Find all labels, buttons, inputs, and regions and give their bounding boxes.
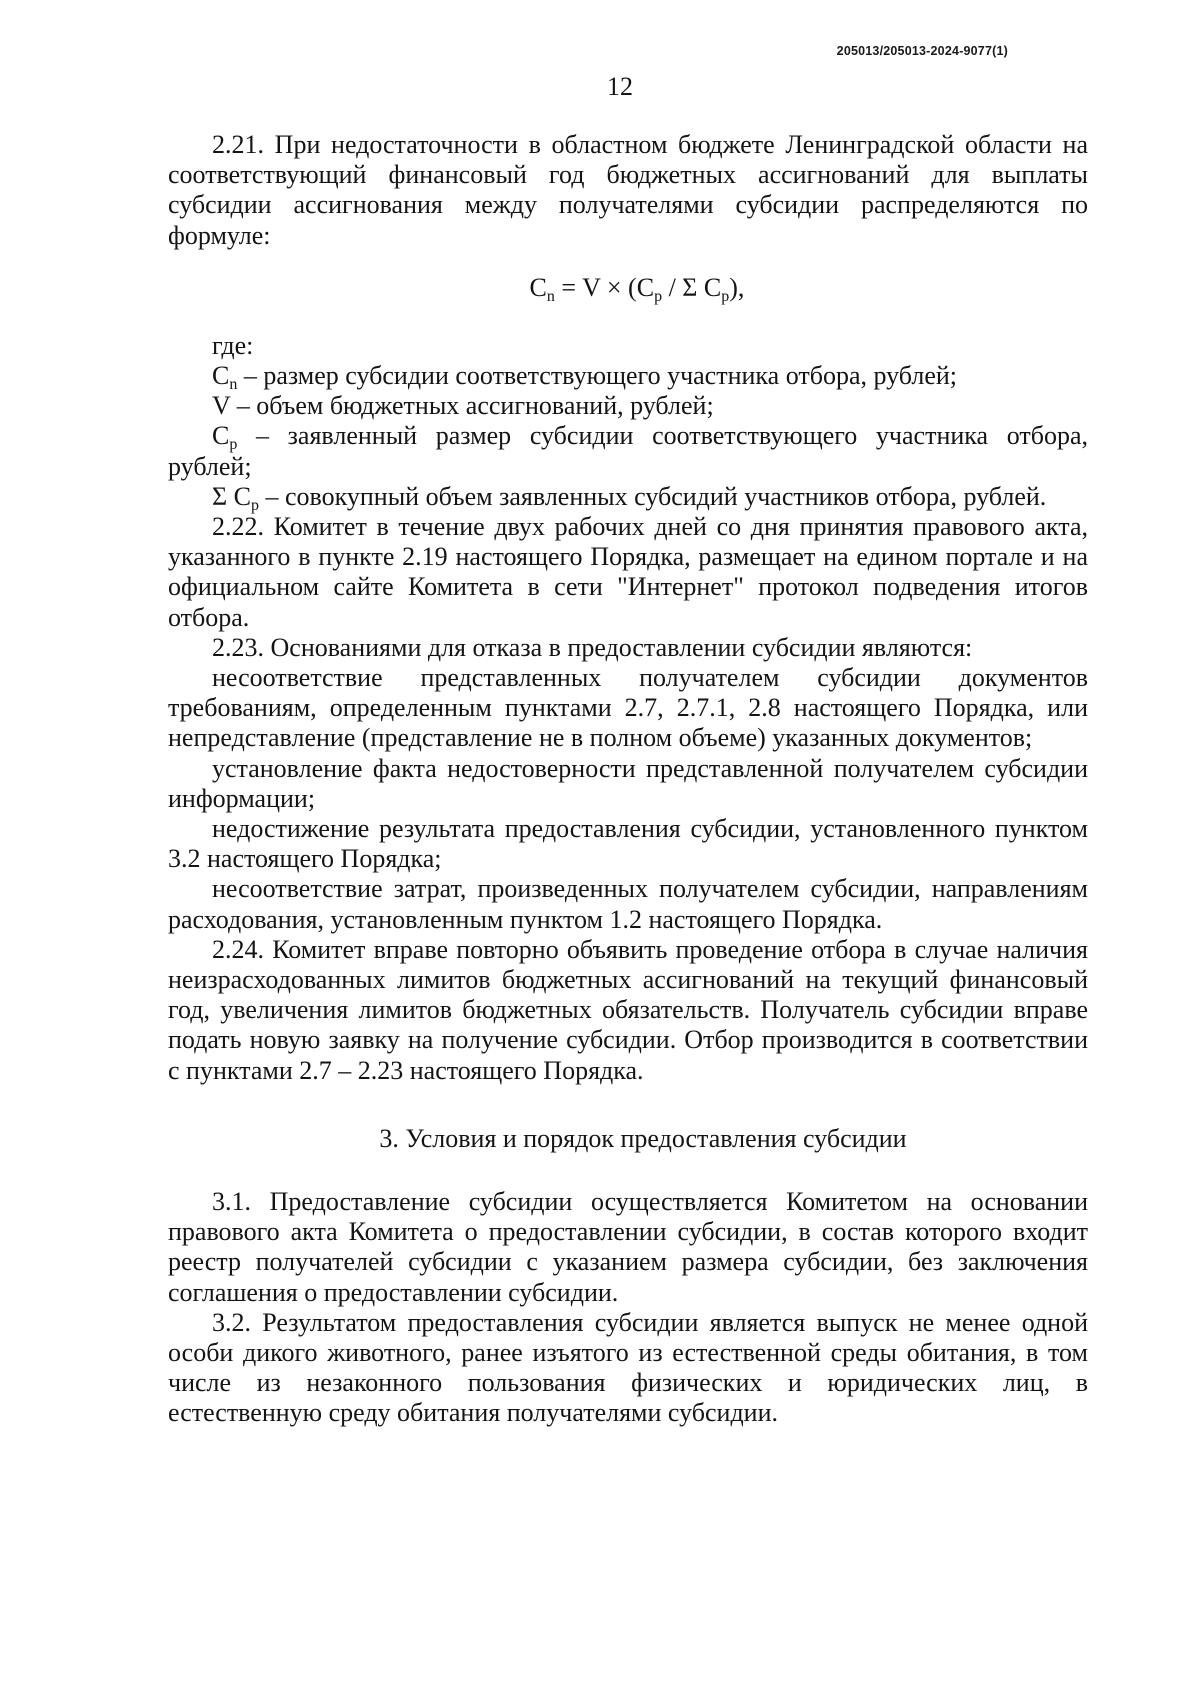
formula-sub-p2: p <box>721 287 730 305</box>
definition-sum-cp-text: – совокупный объем заявленных субсидий участников отбора, рублей. <box>258 481 1047 511</box>
formula-end: ), <box>729 272 745 302</box>
definition-cn-symbol: C <box>212 361 230 391</box>
paragraph-2-21: 2.21. При недостаточности в областном бюджете Ленинградской области на соответствующий финансовый год бюджетных ассигнований для выплаты субсидии ассигнования между получателями субсидии распределяются по формуле: <box>168 130 1088 250</box>
paragraph-2-23-item-4: несоответствие затрат, произведенных получателем субсидии, направлениям расходования, установленным пунктом 1.2 настоящего Порядка. <box>168 874 1088 934</box>
definition-cp-text: – заявленный размер субсидии соответствующего участника отбора, рублей; <box>168 421 1088 481</box>
definition-cp-subscript: p <box>229 436 238 454</box>
definition-cp-symbol: C <box>212 421 230 451</box>
paragraph-2-23-item-2: установление факта недостоверности представленной получателем субсидии информации; <box>168 753 1088 813</box>
where-label: где: <box>212 330 254 360</box>
paragraph-2-23-item-1: несоответствие представленных получателем субсидии документов требованиям, определенным пунктами 2.7, 2.7.1, 2.8 настоящего Порядка, или непредставление (представление не в полном объеме) указанных документов; <box>168 663 1088 753</box>
paragraph-2-22: 2.22. Комитет в течение двух рабочих дней со дня принятия правового акта, указанного в пункте 2.19 настоящего Порядка, размещает на едином портале и на официальном сайте Комитета в сети "Интернет" протокол подведения итогов отбора. <box>168 512 1088 632</box>
distribution-formula <box>186 273 1088 303</box>
definition-cn-subscript: n <box>229 376 238 394</box>
definition-sum-cp-symbol: Σ C <box>212 481 251 511</box>
definition-sum-cp-subscript: p <box>250 496 259 514</box>
formula-sub-p1: p <box>654 287 663 305</box>
paragraph-3-2: 3.2. Результатом предоставления субсидии является выпуск не менее одной особи дикого животного, ранее изъятого из естественной среды обитания, в том числе из незаконного пользования физических и юридических лиц, в естественную среду обитания получателями субсидии. <box>168 1307 1088 1428</box>
definition-v: V – объем бюджетных ассигнований, рублей; <box>212 391 714 421</box>
paragraph-2-23-item-3: недостижение результата предоставления субсидии, установленного пунктом 3.2 настоящего Порядка; <box>168 814 1088 874</box>
paragraph-3-1: 3.1. Предоставление субсидии осуществляется Комитетом на основании правового акта Комитета о предоставлении субсидии, в состав которого входит реестр получателей субсидии с указанием размера субсидии, без заключения соглашения о предоставлении субсидии. <box>168 1186 1088 1307</box>
formula-mid: / Σ C <box>662 272 722 302</box>
section-3-heading: 3. Условия и порядок предоставления субсидии <box>379 1123 907 1153</box>
document-body <box>168 130 1088 1429</box>
document-id: 205013/205013-2024-9077(1) <box>836 44 1008 58</box>
definition-cn <box>168 361 1088 394</box>
formula-c: C <box>529 272 547 302</box>
paragraph-2-23: 2.23. Основаниями для отказа в предоставлении субсидии являются: <box>212 632 973 662</box>
formula-eq: = V × (C <box>554 272 655 302</box>
formula-sub-n: n <box>546 287 555 305</box>
definition-sum-cp <box>168 482 1088 512</box>
page-number: 12 <box>607 72 633 101</box>
definition-cn-text: – размер субсидии соответствующего участника отбора, рублей; <box>237 361 958 391</box>
definition-cp <box>168 421 1088 481</box>
paragraph-2-24: 2.24. Комитет вправе повторно объявить проведение отбора в случае наличия неизрасходованных лимитов бюджетных ассигнований на текущий финансовый год, увеличения лимитов бюджетных обязательств. Получатель субсидии вправе подать новую заявку на получение субсидии. Отбор производится в соответствии с пунктами 2.7 – 2.23 настоящего Порядка. <box>168 934 1088 1085</box>
